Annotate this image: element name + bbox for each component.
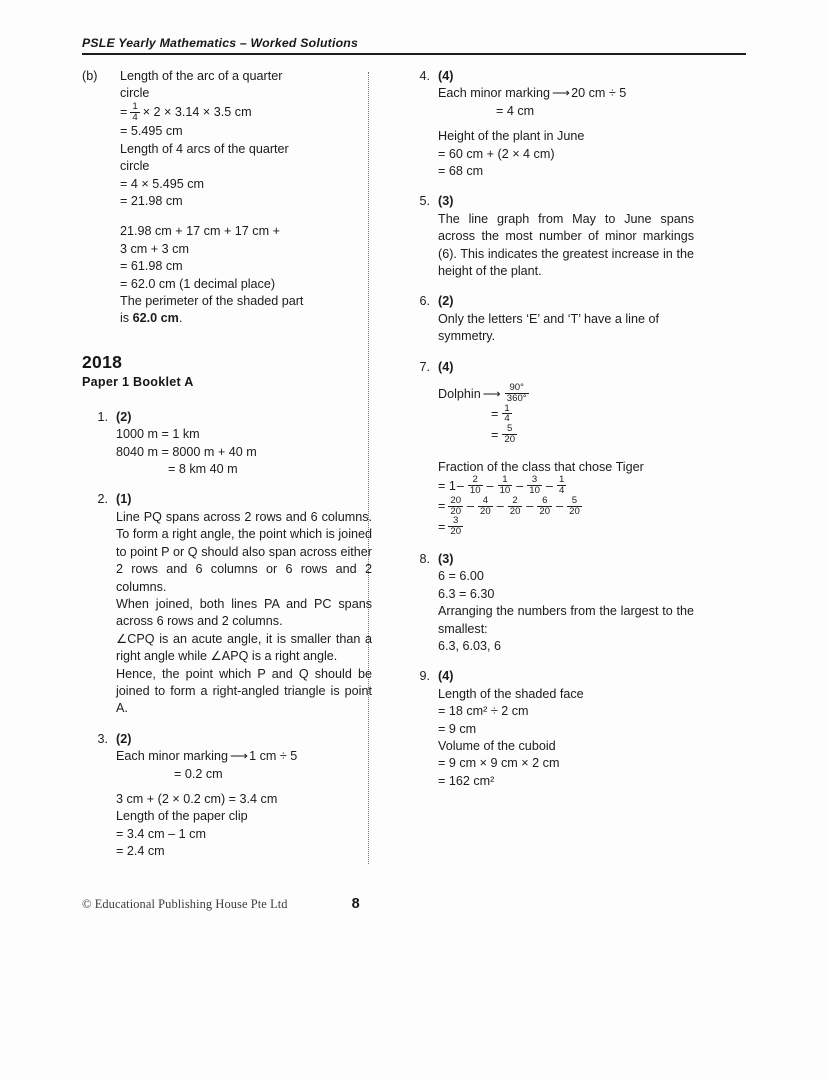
fraction [567,496,582,517]
fraction-denominator: 20 [569,505,580,517]
question-number: 9. [419,669,430,684]
minus-sign: – [556,499,564,514]
line: circle [120,86,150,101]
section-heading [82,352,372,391]
question-4 [404,68,694,180]
dolphin-eq-row [438,402,694,426]
question-number: 6. [419,294,430,309]
tiger-fraction-row-3 [438,517,694,538]
dolphin-eq-row [438,425,694,446]
line: = 68 cm [438,164,484,179]
paragraph: Arranging the numbers from the largest to the smallest: [438,604,698,636]
fraction-numerator: 3 [453,515,459,527]
page-footer [82,896,746,912]
answer-key: (2) [116,409,132,424]
spacer [438,120,694,128]
fraction-numerator: 6 [542,494,548,506]
marking-result: = 4 cm [496,103,535,118]
question-number: 4. [419,69,430,83]
line: = 9 cm [438,721,477,736]
header-rule [82,53,746,55]
conclusion-period: . [178,311,183,326]
question-6 [404,293,694,345]
answer-key: (3) [438,551,454,566]
line: Volume of the cuboid [438,738,556,753]
fraction-numerator: 5 [571,494,578,506]
spacer [438,446,694,459]
tiger-fraction-row-2 [438,494,694,518]
page-number: 8 [351,896,360,912]
fraction-denominator: 20 [509,505,521,517]
fraction-denominator: 4 [132,111,138,123]
fraction-numerator: 1 [132,100,138,112]
page-header [82,36,746,55]
line: = 8 km 40 m [168,462,238,477]
question-number: 1. [97,409,108,424]
fraction-denominator: 20 [504,434,516,445]
fraction-numerator: 90° [509,382,524,394]
answer-key: (2) [116,731,132,746]
question-number: 3. [97,731,108,746]
paragraph: When joined, both lines PA and PC spans across 6 rows and 2 columns. [116,596,376,629]
fraction-one-quarter [130,102,139,123]
fraction-numerator: 4 [482,494,489,506]
fraction [537,496,552,517]
fraction-denominator: 20 [539,505,551,517]
question-7 [404,359,694,538]
fraction-numerator: 1 [504,402,510,414]
line: Length of the arc of a quarter [120,69,283,83]
equals-sign: = [491,427,499,442]
answer-key: (1) [116,492,132,507]
question-number: 7. [419,359,430,374]
line: 3 cm + 3 cm [120,241,189,256]
minus-sign: – [516,478,524,493]
minus-sign: – [456,478,464,493]
line: The perimeter of the shaded part [120,294,304,309]
fraction-denominator: 20 [450,526,462,538]
line: = 4 × 5.495 cm [120,176,205,191]
answer-key: (4) [438,69,454,83]
arrow-icon: ⟶ [552,86,570,101]
fraction-numerator: 5 [507,423,513,435]
line: = 62.0 cm (1 decimal place) [120,276,276,291]
spacer [116,783,372,791]
line: 3 cm + (2 × 0.2 cm) = 3.4 cm [116,791,278,806]
left-column [82,68,376,874]
fraction-numerator: 20 [450,494,462,506]
line: 6.3, 6.03, 6 [438,638,502,653]
arrow-icon: ⟶ [230,749,248,764]
section-year: 2018 [82,351,123,372]
line: 1000 m = 1 km [116,427,200,442]
fraction [557,475,566,496]
fraction-five-twentieths [502,424,517,445]
line: Length of 4 arcs of the quarter [120,141,289,156]
fraction [448,496,463,517]
fraction-denominator: 20 [480,505,491,517]
marking-value: 20 cm ÷ 5 [571,86,627,101]
marking-row [116,748,372,765]
fraction-denominator: 10 [529,484,540,496]
line: = 61.98 cm [120,259,183,274]
row-lead: = [438,499,446,514]
minus-sign: – [467,499,475,514]
dolphin-label: Dolphin [438,386,481,401]
section-subtitle: Paper 1 Booklet A [82,374,194,389]
fraction [498,475,513,496]
answer-key: (2) [438,294,454,309]
line: Height of the plant in June [438,129,585,144]
spacer [82,395,372,409]
answer-key: (4) [438,359,454,374]
fraction-denominator: 360° [506,392,527,404]
fraction-numerator: 2 [512,494,518,506]
fraction-numerator: 1 [502,474,508,486]
fraction [508,496,523,517]
marking-label: Each minor marking [438,86,550,101]
row-lead: = [438,519,446,534]
answer-key: (3) [438,194,454,209]
marking-result: = 0.2 cm [174,766,223,781]
fraction-denominator: 4 [504,413,510,425]
right-column [404,68,698,803]
marking-row [438,85,694,102]
fraction-denominator: 10 [469,484,481,496]
line: = 60 cm + (2 × 4 cm) [438,146,555,161]
line: = 9 cm × 9 cm × 2 cm [438,756,560,771]
question-1 [82,409,372,479]
question-number: 2. [97,492,108,507]
equals-sign: = [491,407,499,422]
line: = 2.4 cm [116,844,165,859]
line: 6.3 = 6.30 [438,586,495,601]
fraction-denominator: 20 [450,505,462,517]
answer-key: (4) [438,669,454,684]
paragraph: Only the letters ‘E’ and ‘T’ have a line of symmetry. [438,311,663,344]
fraction-one-quarter [502,404,511,425]
copyright-text: © Educational Publishing House Pte Ltd [82,897,288,911]
paragraph: Line PQ spans across 2 rows and 6 columns. To form a right angle, the point which is joined to point P or Q should also span across either 2 rows and 6 columns or 6 rows and 2 columns. [116,509,376,594]
fraction [527,475,542,496]
minus-sign: – [486,478,494,493]
fraction-numerator: 1 [558,474,565,486]
line: 21.98 cm + 17 cm + 17 cm + [120,224,280,239]
spacer [120,210,372,223]
fraction-numerator: 2 [472,474,478,486]
line: 6 = 6.00 [438,569,484,584]
question-9 [404,668,694,790]
fraction-result [448,516,463,537]
line: Length of the paper clip [116,809,248,824]
question-8 [404,551,698,655]
conclusion-value: 62.0 cm [132,311,179,326]
fraction [468,475,483,496]
line: = 3.4 cm – 1 cm [116,826,206,841]
marking-value: 1 cm ÷ 5 [249,749,298,764]
minus-sign: – [496,499,504,514]
fraction-denominator: 4 [558,484,565,496]
header-title: PSLE Yearly Mathematics – Worked Solutions [82,36,359,50]
equation-prefix: = [120,105,128,120]
fraction-title: Fraction of the class that chose Tiger [438,459,644,474]
conclusion-line [120,310,372,327]
line: = 162 cm² [438,773,495,788]
line: 8040 m = 8000 m + 40 m [116,444,257,459]
sublabel-b: (b) [82,69,98,83]
continued-item-b [82,68,372,328]
arrow-icon: ⟶ [482,386,500,401]
minus-sign: – [545,478,553,493]
question-3 [82,731,372,861]
line: Length of the shaded face [438,686,584,701]
question-number: 5. [419,194,430,209]
fraction-equation-row [120,100,372,124]
row-lead: = 1 [438,478,456,493]
minus-sign: – [526,499,534,514]
paragraph: Hence, the point which P and Q should be joined to form a right-angled triangle is point A. [116,666,376,716]
equation-suffix: × 2 × 3.14 × 3.5 cm [142,105,252,120]
line: = 18 cm² ÷ 2 cm [438,704,529,719]
question-2 [82,491,376,717]
fraction [478,496,493,517]
paragraph: The line graph from May to June spans across the most number of minor markings (6). This indicates the greatest increase in the height of the plant. [438,211,698,279]
question-number: 8. [419,551,430,566]
tiger-fraction-row-1 [438,476,694,497]
line: = 21.98 cm [120,194,183,208]
paragraph: ∠CPQ is an acute angle, it is smaller than a right angle while ∠APQ is a right angle. [116,631,376,664]
line: = 5.495 cm [120,124,183,139]
fraction-denominator: 10 [499,484,511,496]
line: circle [120,159,150,174]
dolphin-row [438,384,694,405]
marking-label: Each minor marking [116,749,228,764]
fraction-numerator: 3 [531,474,538,486]
fraction-90-over-360 [505,383,529,404]
conclusion-prefix: is [120,311,133,326]
body-columns [82,68,746,868]
spacer [438,376,694,384]
question-5 [404,193,698,280]
